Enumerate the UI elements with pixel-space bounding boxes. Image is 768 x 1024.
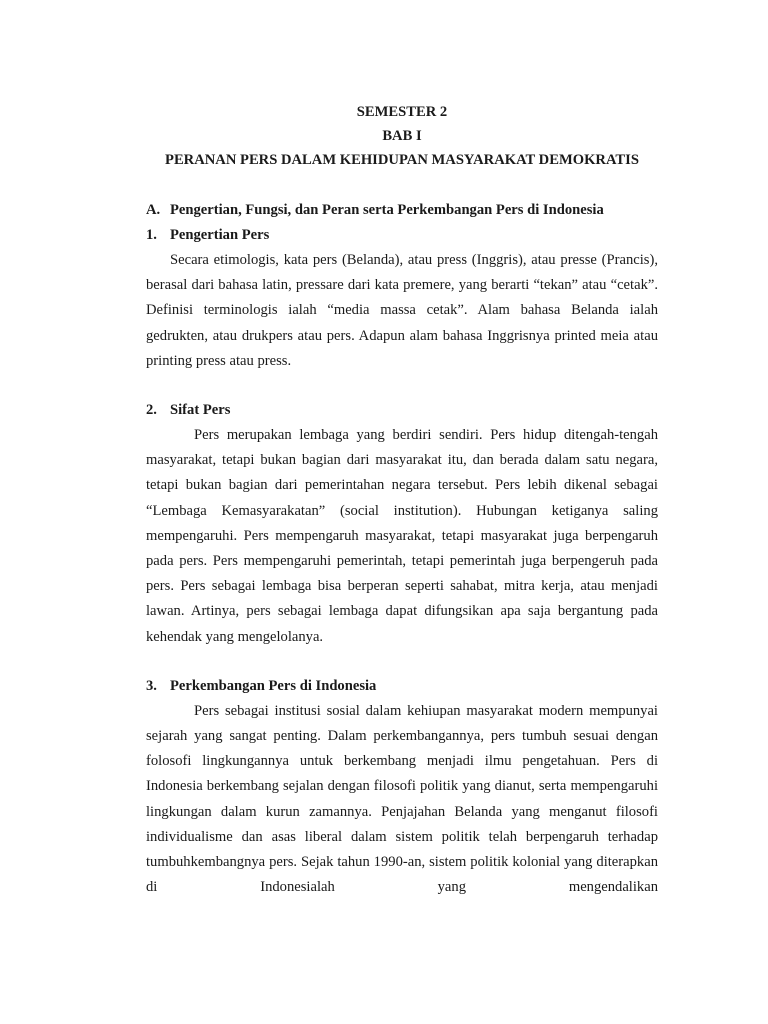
semester-label: SEMESTER 2 <box>356 104 448 120</box>
chapter-title: PERANAN PERS DALAM KEHIDUPAN MASYARAKAT DEMOKRATIS <box>165 152 639 168</box>
subsection-3-number: 3. <box>146 677 157 694</box>
subsection-3-title: Perkembangan Pers di Indonesia <box>170 677 377 694</box>
subsection-1-paragraph: Secara etimologis, kata pers (Belanda), atau press (Inggris), atau presse (Prancis), berasal dari bahasa latin, pressare dari kata premere, yang berarti “tekan” atau “cetak”. Definisi terminologis ialah “media massa cetak”. Alam bahasa Belanda ialah gedrukten, atau drukpers atau pers. Adapun alam bahasa Inggrisnya printed meia atau printing press atau press. <box>146 252 658 369</box>
section-a-number: A. <box>146 202 161 218</box>
section-a-heading <box>146 198 658 223</box>
subsection-2-heading <box>146 398 658 423</box>
subsection-2-number: 2. <box>146 402 157 419</box>
subsection-1-heading <box>146 223 658 248</box>
subsection-3-paragraph: Pers sebagai institusi sosial dalam kehiupan masyarakat modern mempunyai sejarah yang sangat penting. Dalam perkembangannya, pers tumbuh sesuai dengan folosofi lingkungannya untuk berkembang menjadi ilmu pengetahuan. Pers di Indonesia berkembang sejalan dengan filosofi politik yang dianut, serta mempengaruhi lingkungan dalam kurun zamannya. Penjajahan Belanda yang menganut filosofi individualisme dan asas liberal dalam sistem politik telah berpengaruh terhadap tumbuhkembangnya pers. Sejak tahun 1990-an, sistem politik kolonial yang diterapkan di Indonesialah yang mengendalikan <box>146 702 658 896</box>
subsection-1-number: 1. <box>146 227 157 243</box>
chapter-label: BAB I <box>382 128 422 144</box>
subsection-1-title: Pengertian Pers <box>170 227 270 243</box>
subsection-2-paragraph: Pers merupakan lembaga yang berdiri sendiri. Pers hidup ditengah-tengah masyarakat, tetapi bukan bagian dari masyarakat itu, dan berada dalam satu negara, tetapi bukan bagian dari pemerintahan negara tersebut. Pers lebih dikenal sebagai “Lembaga Kemasyarakatan” (social institution). Hubungan ketiganya saling mempengaruhi. Pers mempengaruh masyarakat, tetapi masyarakat juga berpengaruh pada pers. Pers mempengaruhi pemerintah, tetapi pemerintah juga berpengeruh pada pers. Pers sebagai lembaga bisa berperan seperti sahabat, mitra kerja, atau menjadi lawan. Artinya, pers sebagai lembaga dapat difungsikan apa saja bergantung pada kehendak yang mengelolanya. <box>146 427 658 645</box>
section-a-title: Pengertian, Fungsi, dan Peran serta Perkembangan Pers di Indonesia <box>170 202 604 218</box>
subsection-3-heading <box>146 674 658 699</box>
subsection-2-title: Sifat Pers <box>170 402 231 419</box>
page-content <box>146 100 658 900</box>
title-block <box>146 100 658 172</box>
